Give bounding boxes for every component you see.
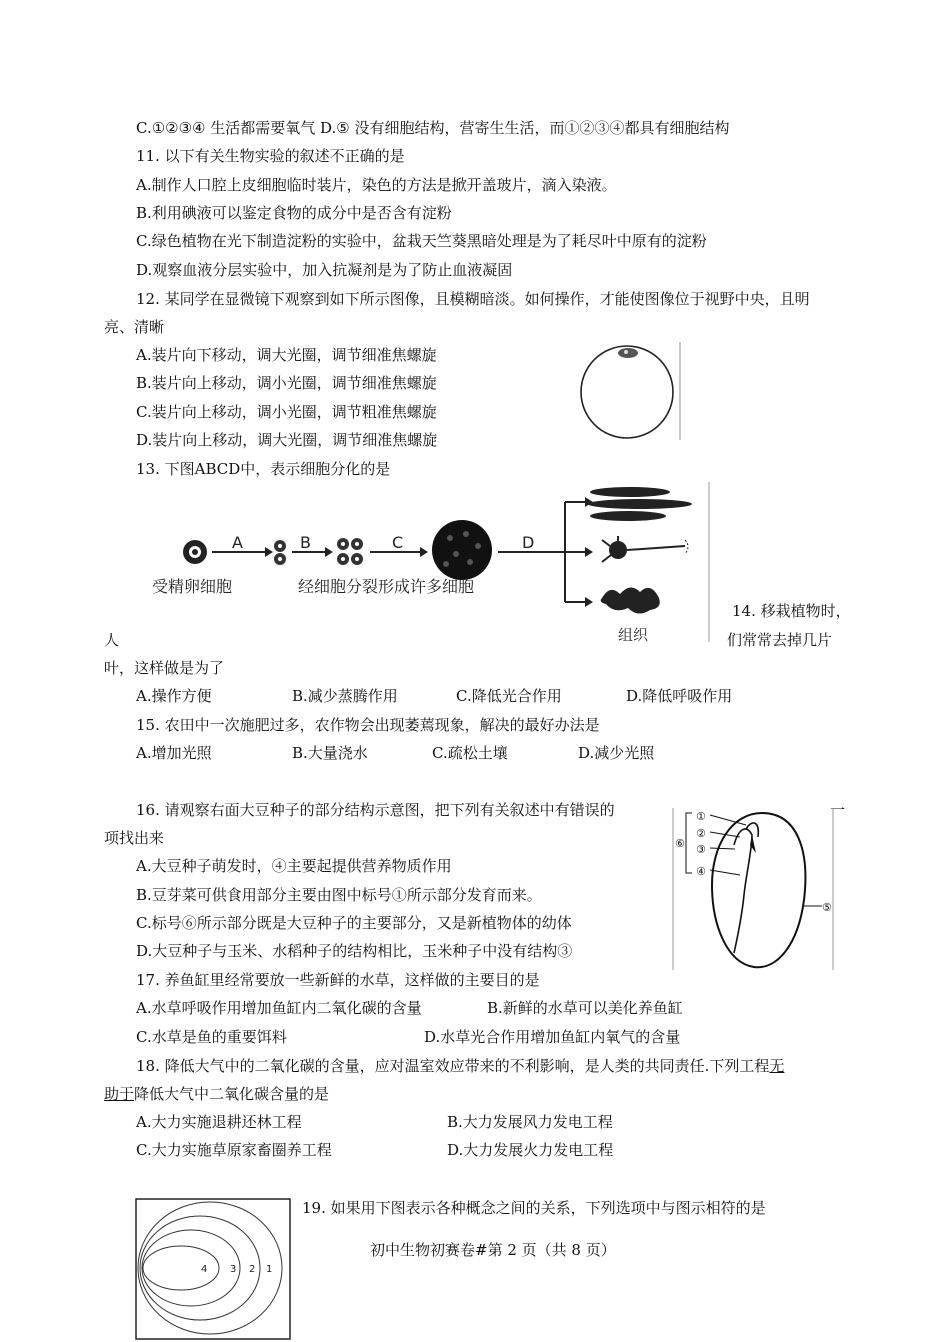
q14-stem-cont: 叶，这样做是为了 bbox=[104, 659, 225, 677]
q11-stem: 11. 以下有关生物实验的叙述不正确的是 bbox=[136, 147, 405, 165]
seed-label-2: ② bbox=[696, 827, 706, 840]
concept-relationship-figure bbox=[135, 1198, 291, 1340]
q17-option-a: A.水草呼吸作用增加鱼缸内二氧化碳的含量 bbox=[136, 999, 422, 1017]
q14-option-c: C.降低光合作用 bbox=[456, 687, 562, 705]
q11-option-a: A.制作人口腔上皮细胞临时装片，染色的方法是掀开盖玻片，滴入染液。 bbox=[136, 176, 617, 194]
q18-stem-text: 18. 降低大气中的二氧化碳的含量，应对温室效应带来的不利影响，是人类的共同责任.下列工程 bbox=[136, 1057, 770, 1075]
q12-option-a: A.装片向下移动，调大光圈，调节细准焦螺旋 bbox=[136, 346, 437, 364]
cell-division-label: 经细胞分裂形成许多细胞 bbox=[298, 577, 475, 596]
soybean-seed-figure bbox=[672, 805, 837, 975]
step-d-label: D bbox=[522, 533, 535, 552]
seed-label-4: ④ bbox=[696, 865, 706, 878]
q16-option-d: D.大豆种子与玉米、水稻种子的结构相比，玉米种子中没有结构③ bbox=[136, 942, 573, 960]
q14-option-b: B.减少蒸腾作用 bbox=[292, 687, 398, 705]
seed-label-3: ③ bbox=[696, 843, 706, 856]
q18-option-b: B.大力发展风力发电工程 bbox=[447, 1113, 613, 1131]
tissue-label: 组织 bbox=[618, 626, 649, 644]
q18-option-c: C.大力实施草原家畜圈养工程 bbox=[136, 1141, 332, 1159]
q16-option-a: A.大豆种子萌发时，④主要起提供营养物质作用 bbox=[136, 857, 452, 875]
q15-option-b: B.大量浇水 bbox=[292, 744, 368, 762]
q11-option-b: B.利用碘液可以鉴定食物的成分中是否含有淀粉 bbox=[136, 204, 452, 222]
concept-label-2: 2 bbox=[249, 1264, 256, 1275]
q16-option-c: C.标号⑥所示部分既是大豆种子的主要部分，又是新植物体的幼体 bbox=[136, 914, 572, 932]
q18-option-d: D.大力发展火力发电工程 bbox=[447, 1141, 614, 1159]
q12-stem-cont: 亮、清晰 bbox=[104, 318, 165, 336]
q11-option-d: D.观察血液分层实验中，加入抗凝剂是为了防止血液凝固 bbox=[136, 261, 513, 279]
q14-stem: 14. 移栽植物时， bbox=[732, 602, 851, 620]
q15-option-d: D.减少光照 bbox=[578, 744, 655, 762]
fertilized-egg-label: 受精卵细胞 bbox=[152, 577, 233, 596]
q12-stem: 12. 某同学在显微镜下观察到如下所示图像，且模糊暗淡。如何操作，才能使图像位于视野中央，且明 bbox=[136, 290, 810, 308]
microscope-field-figure bbox=[574, 340, 684, 442]
q17-stem: 17. 养鱼缸里经常要放一些新鲜的水草，这样做的主要目的是 bbox=[136, 971, 540, 989]
q14-stem-right: 们常常去掉几片 bbox=[727, 631, 833, 649]
q14-option-a: A.操作方便 bbox=[136, 687, 212, 705]
q14-option-d: D.降低呼吸作用 bbox=[626, 687, 733, 705]
concept-label-1: 1 bbox=[266, 1264, 273, 1275]
q10-options-cd: C.①②③④ 生活都需要氧气 D.⑤ 没有细胞结构，营寄生生活，而①②③④都具有细胞结构 bbox=[136, 119, 730, 137]
q19-stem: 19. 如果用下图表示各种概念之间的关系，下列选项中与图示相符的是 bbox=[302, 1199, 766, 1217]
q17-option-b: B.新鲜的水草可以美化养鱼缸 bbox=[487, 999, 683, 1017]
q18-stem bbox=[136, 1056, 784, 1076]
q11-option-c: C.绿色植物在光下制造淀粉的实验中，盆栽天竺葵黑暗处理是为了耗尽叶中原有的淀粉 bbox=[136, 232, 707, 250]
cell-differentiation-diagram bbox=[140, 480, 715, 645]
page-footer: 初中生物初赛卷#第 2 页（共 8 页） bbox=[370, 1241, 616, 1259]
q12-option-c: C.装片向上移动，调小光圈，调节粗准焦螺旋 bbox=[136, 403, 437, 421]
q15-stem: 15. 农田中一次施肥过多，农作物会出现萎蔫现象，解决的最好办法是 bbox=[136, 716, 600, 734]
q13-stem: 13. 下图ABCD中，表示细胞分化的是 bbox=[136, 460, 391, 478]
q18-option-a: A.大力实施退耕还林工程 bbox=[136, 1113, 302, 1131]
q15-option-a: A.增加光照 bbox=[136, 744, 212, 762]
q18-underline-2: 助于 bbox=[104, 1085, 135, 1103]
seed-label-5: ⑤ bbox=[822, 901, 832, 914]
q15-option-c: C.疏松土壤 bbox=[432, 744, 508, 762]
q17-option-d: D.水草光合作用增加鱼缸内氧气的含量 bbox=[424, 1028, 681, 1046]
q18-stem-rest: 降低大气中二氧化碳含量的是 bbox=[134, 1085, 330, 1103]
concept-label-4: 4 bbox=[201, 1264, 208, 1275]
q12-option-b: B.装片向上移动，调小光圈，调节细准焦螺旋 bbox=[136, 374, 437, 392]
q12-option-d: D.装片向上移动，调大光圈，调节细准焦螺旋 bbox=[136, 431, 438, 449]
step-c-label: C bbox=[392, 533, 404, 552]
q16-stem-tail: 一 bbox=[830, 801, 846, 819]
q16-stem-cont: 项找出来 bbox=[104, 829, 165, 847]
seed-label-6: ⑥ bbox=[675, 837, 685, 850]
q18-underline-1: 无 bbox=[769, 1057, 785, 1075]
q18-stem-cont bbox=[104, 1084, 329, 1104]
step-b-label: B bbox=[300, 533, 311, 552]
q17-option-c: C.水草是鱼的重要饵料 bbox=[136, 1028, 287, 1046]
q14-stem-left: 人 bbox=[104, 631, 120, 649]
seed-label-1: ① bbox=[696, 810, 706, 823]
q16-stem: 16. 请观察右面大豆种子的部分结构示意图，把下列有关叙述中有错误的 bbox=[136, 801, 615, 819]
step-a-label: A bbox=[232, 533, 243, 552]
concept-label-3: 3 bbox=[230, 1264, 237, 1275]
q16-option-b: B.豆芽菜可供食用部分主要由图中标号①所示部分发育而来。 bbox=[136, 886, 542, 904]
